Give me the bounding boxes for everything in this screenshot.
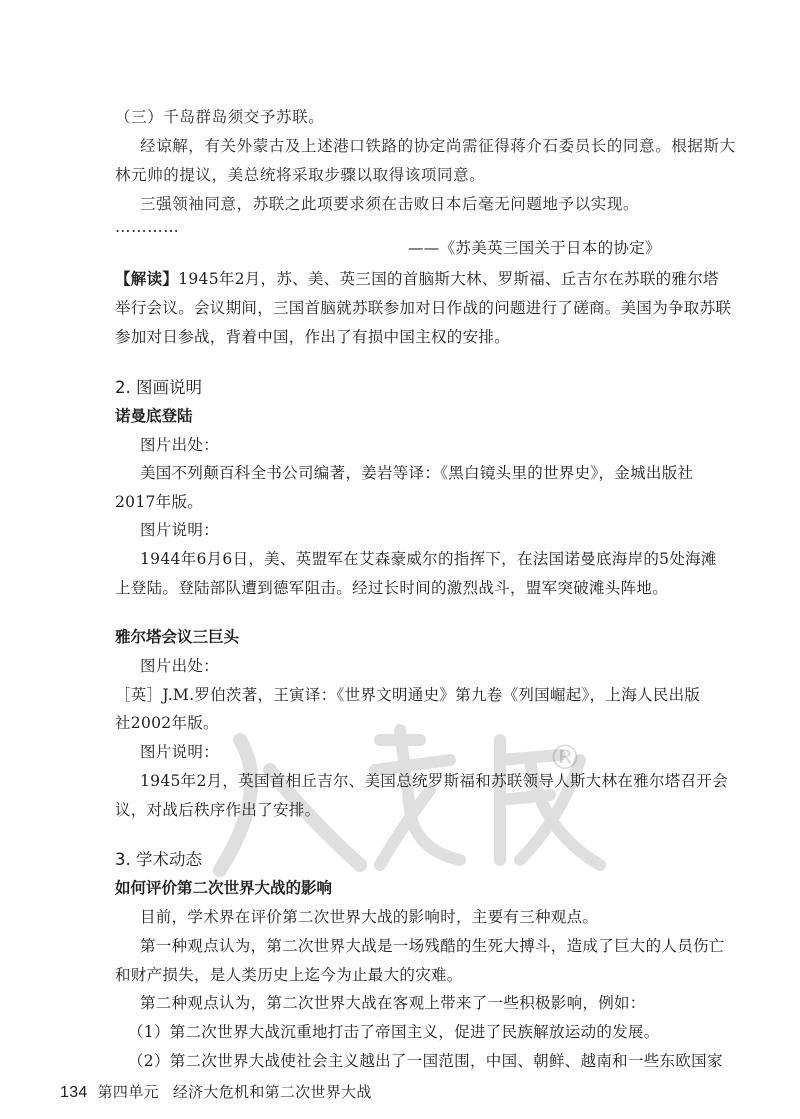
picture-source-line: 美国不列颠百科全书公司编著，姜岩等译：《黑白镜头里的世界史》，金城出版社 [140, 464, 694, 482]
registered-mark: ® [548, 738, 582, 778]
quote-source: ——《苏美英三国关于日本的协定》 [408, 239, 661, 257]
picture-caption-label: 图片说明： [140, 521, 220, 539]
picture-caption-label: 图片说明： [140, 743, 220, 761]
picture-caption-line: 1944年6月6日，美、英盟军在艾森豪威尔的指挥下，在法国诺曼底海岸的5处海滩 [140, 550, 717, 568]
academic-paragraph-line: 第二种观点认为，第二次世界大战在客观上带来了一些积极影响，例如： [140, 994, 646, 1012]
quote-item-3: （三）千岛群岛须交予苏联。 [115, 108, 325, 126]
picture-source-line: 2017年版。 [115, 493, 204, 511]
academic-paragraph-line: 第一种观点认为，第二次世界大战是一场残酷的生死大搏斗，造成了巨大的人员伤亡 [140, 937, 725, 955]
page-footer [60, 1081, 372, 1102]
picture-title-yalta: 雅尔塔会议三巨头 [115, 628, 240, 646]
picture-caption-line: 议，对战后秩序作出了安排。 [115, 801, 321, 819]
section-heading-picture-notes: 2. 图画说明 [115, 378, 202, 397]
quote-paragraph-line: 经谅解，有关外蒙古及上述港口铁路的协定尚需征得蒋介石委员长的同意。根据斯大 [140, 137, 736, 155]
interpretation-line: 1945年2月，苏、美、英三国的首脑斯大林、罗斯福、丘吉尔在苏联的雅尔塔 [178, 270, 719, 288]
quote-ellipsis: ………… [115, 218, 180, 236]
academic-paragraph-line: 目前，学术界在评价第二次世界大战的影响时，主要有三种观点。 [140, 908, 599, 926]
picture-title-normandy: 诺曼底登陆 [115, 407, 193, 425]
quote-paragraph-line: 林元帅的提议，美总统将采取步骤以取得该项同意。 [115, 166, 486, 184]
academic-topic-title: 如何评价第二次世界大战的影响 [115, 879, 333, 897]
academic-paragraph-line: 和财产损失，是人类历史上迄今为止最大的灾难。 [115, 966, 463, 984]
interpretation-line: 举行会议。会议期间，三国首脑就苏联参加对日作战的问题进行了磋商。美国为争取苏联 [115, 299, 732, 317]
academic-list-item: （2）第二次世界大战使社会主义越出了一国范围，中国、朝鲜、越南和一些东欧国家 [128, 1052, 723, 1070]
interpretation-label: 【解读】 [115, 270, 179, 288]
picture-source-line: ［英］J.M.罗伯茨著，王寅译：《世界文明通史》第九卷《列国崛起》，上海人民出版 [115, 686, 701, 704]
unit-label: 第四单元 [97, 1083, 159, 1101]
interpretation-first-line [115, 267, 719, 289]
chapter-title: 经济大危机和第二次世界大战 [172, 1083, 372, 1101]
picture-caption-line: 上登陆。登陆部队遭到德军阻击。经过长时间的激烈战斗，盟军突破滩头阵地。 [115, 579, 669, 597]
page-number: 134 [60, 1084, 88, 1101]
academic-list-item: （1）第二次世界大战沉重地打击了帝国主义，促进了民族解放运动的发展。 [128, 1023, 660, 1041]
picture-source-label: 图片出处： [140, 657, 220, 675]
quote-paragraph-line: 三强领袖同意，苏联之此项要求须在击败日本后毫无问题地予以实现。 [140, 195, 640, 213]
picture-source-label: 图片出处： [140, 436, 220, 454]
interpretation-line: 参加对日参战，背着中国，作出了有损中国主权的安排。 [115, 328, 511, 346]
picture-source-line: 社2002年版。 [115, 714, 219, 732]
section-heading-academic-trends: 3. 学术动态 [115, 850, 202, 869]
picture-caption-line: 1945年2月，英国首相丘吉尔、美国总统罗斯福和苏联领导人斯大林在雅尔塔召开会 [140, 772, 729, 790]
